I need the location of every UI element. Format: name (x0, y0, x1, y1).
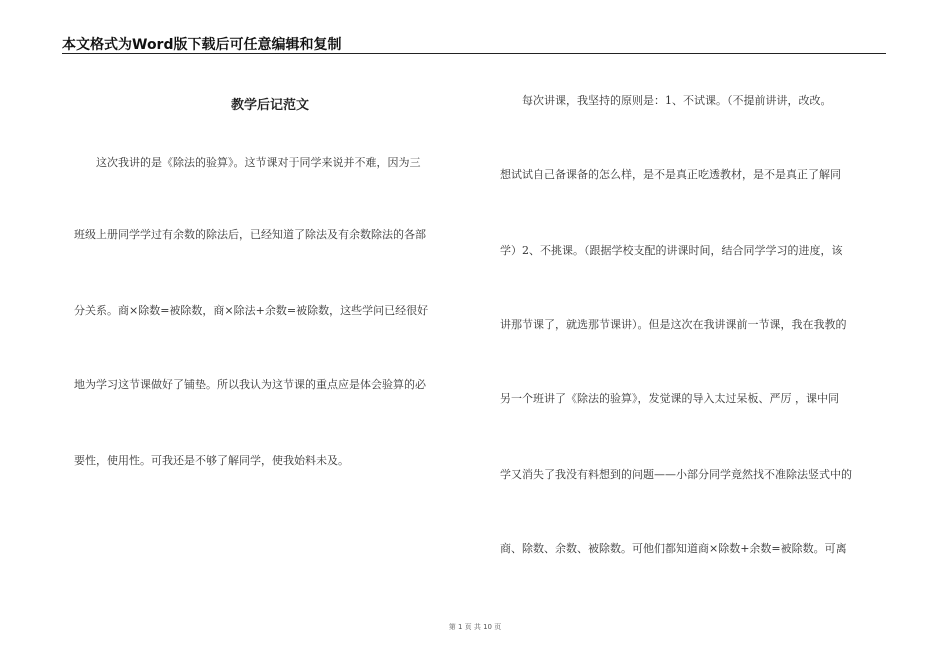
paragraph-line: 地为学习这节课做好了铺垫。所以我认为这节课的重点应是体会验算的必 (74, 378, 426, 391)
paragraph-line: 想试试自己备课备的怎么样，是不是真正吃透教材，是不是真正了解同 (500, 168, 841, 181)
paragraph-line: 每次讲课，我坚持的原则是：1、不试课。（不提前讲讲，改改。 (500, 94, 832, 107)
document-title: 教学后记范文 (230, 98, 309, 113)
paragraph-line: 分关系。商×除数=被除数，商×除法+余数=被除数，这些学问已经很好 (74, 304, 429, 317)
paragraph-line: 商、除数、余数、被除数。可他们都知道商×除数+余数=被除数。可离 (500, 542, 847, 555)
document-header-banner: 本文格式为Word版下载后可任意编辑和复制 (62, 37, 342, 53)
paragraph-line: 这次我讲的是《除法的验算》。这节课对于同学来说并不难，因为三 (74, 156, 421, 169)
paragraph-line: 另一个班讲了《除法的验算》，发觉课的导入太过呆板、严厉 ，课中同 (500, 392, 839, 405)
page-number-footer: 第 1 页 共 10 页 (448, 623, 502, 631)
paragraph-line: 学又消失了我没有料想到的问题——小部分同学竟然找不准除法竖式中的 (500, 468, 852, 481)
paragraph-line: 讲那节课了，就选那节课讲）。但是这次在我讲课前一节课，我在我教的 (500, 318, 847, 331)
header-divider (62, 53, 886, 54)
paragraph-line: 要性，使用性。可我还是不够了解同学，使我始料未及。 (74, 454, 349, 467)
paragraph-line: 班级上册同学学过有余数的除法后，已经知道了除法及有余数除法的各部 (74, 228, 426, 241)
paragraph-line: 学）2、不挑课。（跟据学校支配的讲课时间，结合同学学习的进度，该 (500, 244, 843, 257)
